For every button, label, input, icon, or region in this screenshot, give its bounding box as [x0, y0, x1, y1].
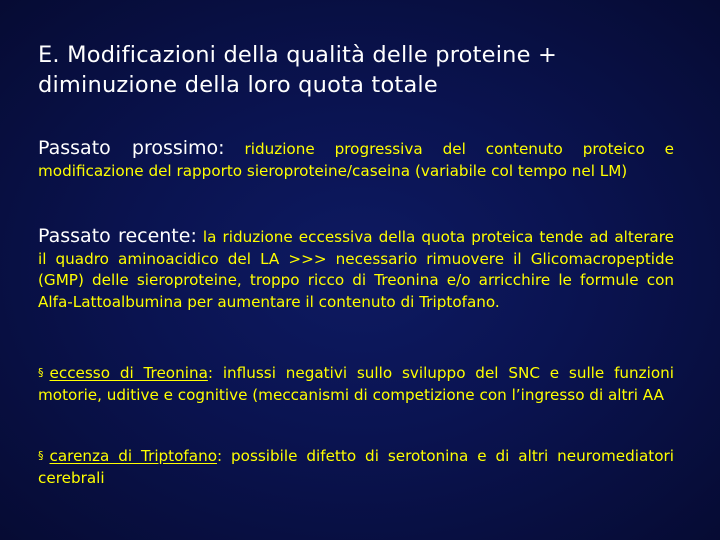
- bullet-text: : possibile difetto di serotonina e di altri neuromediatori cerebrali: [38, 447, 674, 487]
- slide-title: [38, 40, 688, 100]
- underlined-term: carenza di Triptofano: [49, 447, 217, 465]
- paragraph-text: riduzione progressiva del contenuto proteico e modificazione del rapporto sieroproteine/caseina (variabile col tempo nel LM): [38, 140, 674, 180]
- underlined-term: eccesso di Treonina: [49, 364, 208, 382]
- paragraph-text: la riduzione eccessiva della quota proteica tende ad alterare il quadro aminoacidico del LA >>> necessario rimuovere il Glicomacropeptide (GMP) delle sieroproteine, troppo ricco di Treonina e/o arricchire le formule con Alfa-Lattoalbumina per aumentare il contenuto di Triptofano.: [38, 228, 674, 311]
- bullet-icon: §: [38, 449, 44, 462]
- paragraph-passato-prossimo: [38, 138, 674, 182]
- paragraph-lead: Passato prossimo:: [38, 137, 225, 159]
- title-line-1: E. Modificazioni della qualità delle proteine +: [38, 42, 558, 68]
- bullet-text: : influssi negativi sullo sviluppo del SNC e sulle funzioni motorie, uditive e cognitive (meccanismi di competizione con l’ingresso di altri AA: [38, 364, 674, 404]
- paragraph-passato-recente: [38, 226, 674, 313]
- bullet-icon: §: [38, 366, 44, 379]
- bullet-carenza-triptofano: [38, 445, 674, 489]
- title-line-2: diminuzione della loro quota totale: [38, 72, 438, 98]
- bullet-eccesso-treonina: [38, 362, 674, 406]
- paragraph-lead: Passato recente:: [38, 225, 197, 247]
